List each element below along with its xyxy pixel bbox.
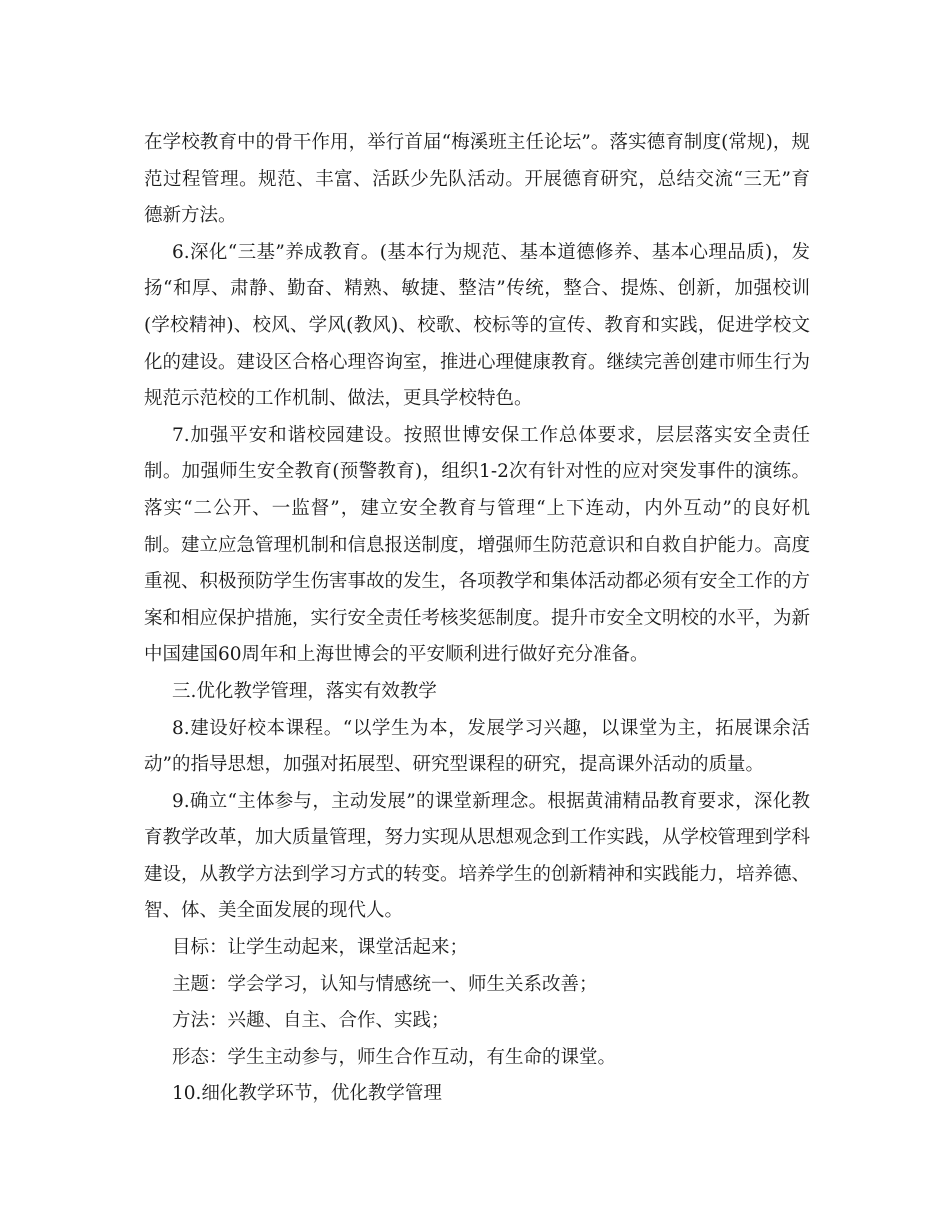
paragraph-item-9: 9.确立“主体参与，主动发展”的课堂新理念。根据黄浦精品教育要求，深化教育教学改革，加大质量管理，努力实现从思想观念到工作实践，从学校管理到学科建设，从教学方法到学习方式的转变。培养学生的创新精神和实践能力，培养德、智、体、美全面发展的现代人。 <box>144 790 811 922</box>
paragraph-item-10: 10.细化教学环节，优化教学管理 <box>172 1083 442 1105</box>
section-heading-3: 三.优化教学管理，落实有效教学 <box>172 680 437 702</box>
paragraph-item-8: 8.建设好校本课程。“以学生为本，发展学习兴趣，以课堂为主，拓展课余活动”的指导思想，加强对拓展型、研究型课程的研究，提高课外活动的质量。 <box>144 717 810 776</box>
paragraph-item-7: 7.加强平安和谐校园建设。按照世博安保工作总体要求，层层落实安全责任制。加强师生安全教育(预警教育)，组织1-2次有针对性的应对突发事件的演练。落实“二公开、一监督”，建立安全教育与管理“上下连动，内外互动”的良好机制。建立应急管理机制和信息报送制度，增强师生防范意识和自救自护能力。高度重视、积极预防学生伤害事故的发生，各项教学和集体活动都必须有安全工作的方案和相应保护措施，实行安全责任考核奖惩制度。提升市安全文明校的水平，为新中国建国60周年和上海世博会的平安顺利进行做好充分准备。 <box>144 424 811 666</box>
paragraph-item-6: 6.深化“三基”养成教育。(基本行为规范、基本道德修养、基本心理品质)，发扬“和厚、肃静、勤奋、精熟、敏捷、整洁”传统，整合、提炼、创新，加强校训(学校精神)、校风、学风(教风)、校歌、校标等的宣传、教育和实践，促进学校文化的建设。建设区合格心理咨询室，推进心理健康教育。继续完善创建市师生行为规范示范校的工作机制、做法，更具学校特色。 <box>144 241 811 410</box>
paragraph-method: 方法：兴趣、自主、合作、实践； <box>172 1010 450 1032</box>
paragraph-theme: 主题：学会学习，认知与情感统一、师生关系改善； <box>172 973 598 995</box>
paragraph-goal: 目标：让学生动起来，课堂活起来； <box>172 937 469 959</box>
paragraph-continuation: 在学校教育中的骨干作用，举行首届“梅溪班主任论坛”。落实德育制度(常规)，规范过程管理。规范、丰富、活跃少先队活动。开展德育研究，总结交流“三无”育德新方法。 <box>144 132 810 227</box>
document-body <box>144 125 810 1113</box>
paragraph-form: 形态：学生主动参与，师生合作互动，有生命的课堂。 <box>172 1046 617 1068</box>
